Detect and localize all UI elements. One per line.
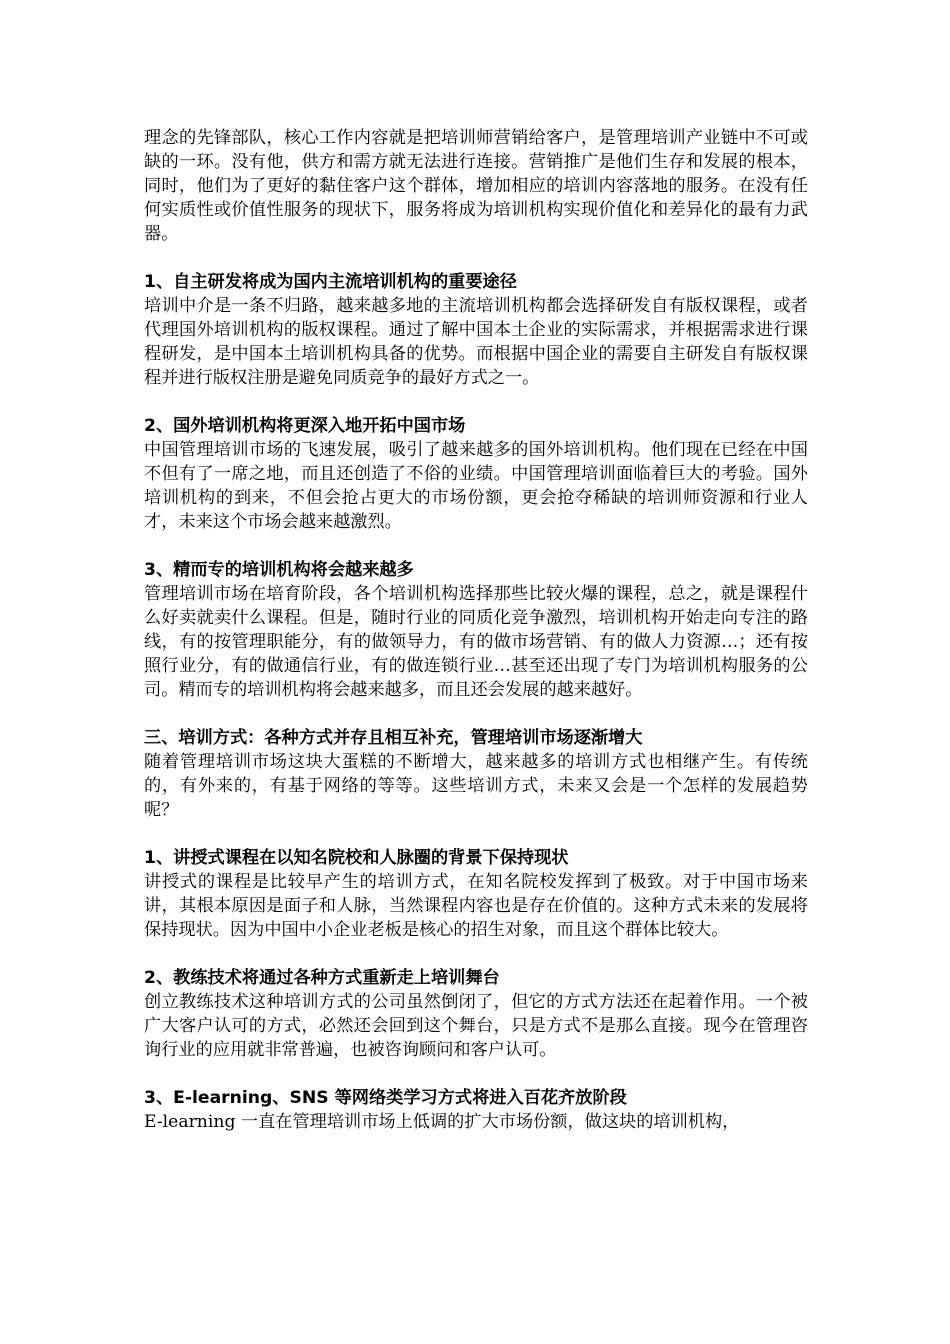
- section-body-6: 创立教练技术这种培训方式的公司虽然倒闭了，但它的方式方法还在起着作用。一个被广大客户认可的方式，必然还会回到这个舞台，只是方式不是那么直接。现今在管理咨询行业的应用就非常普遍，也被咨询顾问和客户认可。: [144, 992, 808, 1060]
- section-body-4: 随着管理培训市场这块大蛋糕的不断增大，越来越多的培训方式也相继产生。有传统的，有外来的，有基于网络的等等。这些培训方式，未来又会是一个怎样的发展趋势呢？: [144, 752, 808, 820]
- spacer: [144, 822, 808, 846]
- section-body-2: 中国管理培训市场的飞速发展，吸引了越来越多的国外培训机构。他们现在已经在中国不但有了一席之地，而且还创造了不俗的业绩。中国管理培训面临着巨大的考验。国外培训机构的到来，不但会抢占更大的市场份额，更会抢夺稀缺的培训师资源和行业人才，未来这个市场会越来越激烈。: [144, 440, 808, 532]
- spacer: [144, 390, 808, 414]
- section-body-1: 培训中介是一条不归路，越来越多地的主流培训机构都会选择研发自有版权课程，或者代理国外培训机构的版权课程。通过了解中国本土企业的实际需求，并根据需求进行课程研发，是中国本土培训机构具备的优势。而根据中国企业的需要自主研发自有版权课程并进行版权注册是避免同质竞争的最好方式之一。: [144, 296, 808, 388]
- spacer: [144, 702, 808, 726]
- section-heading-6: 2、教练技术将通过各种方式重新走上培训舞台: [144, 968, 500, 988]
- spacer: [144, 1062, 808, 1086]
- section-heading-5: 1、讲授式课程在以知名院校和人脉圈的背景下保持现状: [144, 848, 569, 868]
- spacer: [144, 942, 808, 966]
- section-heading-1: 1、自主研发将成为国内主流培训机构的重要途径: [144, 272, 517, 292]
- intro-paragraph: 理念的先锋部队，核心工作内容就是把培训师营销给客户，是管理培训产业链中不可或缺的一环。没有他，供方和需方就无法进行连接。营销推广是他们生存和发展的根本，同时，他们为了更好的黏住客户这个群体，增加相应的培训内容落地的服务。在没有任何实质性或价值性服务的现状下，服务将成为培训机构实现价值化和差异化的最有力武器。: [144, 128, 808, 244]
- section-body-3: 管理培训市场在培育阶段，各个培训机构选择那些比较火爆的课程，总之，就是课程什么好卖就卖什么课程。但是，随时行业的同质化竞争激烈，培训机构开始走向专注的路线，有的按管理职能分，有的做领导力，有的做市场营销、有的做人力资源…；还有按照行业分，有的做通信行业，有的做连锁行业…甚至还出现了专门为培训机构服务的公司。精而专的培训机构将会越来越多，而且还会发展的越来越好。: [144, 584, 808, 700]
- section-body-7: E-learning 一直在管理培训市场上低调的扩大市场份额，做这块的培训机构，: [144, 1112, 740, 1132]
- section-heading-3: 3、精而专的培训机构将会越来越多: [144, 560, 414, 580]
- section-heading-4: 三、培训方式：各种方式并存且相互补充，管理培训市场逐渐增大: [144, 728, 643, 748]
- spacer: [144, 246, 808, 270]
- document-page: [144, 126, 808, 1134]
- section-body-5: 讲授式的课程是比较早产生的培训方式，在知名院校发挥到了极致。对于中国市场来讲，其根本原因是面子和人脉，当然课程内容也是存在价值的。这种方式未来的发展将保持现状。因为中国中小企业老板是核心的招生对象，而且这个群体比较大。: [144, 872, 808, 940]
- spacer: [144, 534, 808, 558]
- section-heading-2: 2、国外培训机构将更深入地开拓中国市场: [144, 416, 466, 436]
- section-heading-7: 3、E-learning、SNS 等网络类学习方式将进入百花齐放阶段: [144, 1088, 627, 1108]
